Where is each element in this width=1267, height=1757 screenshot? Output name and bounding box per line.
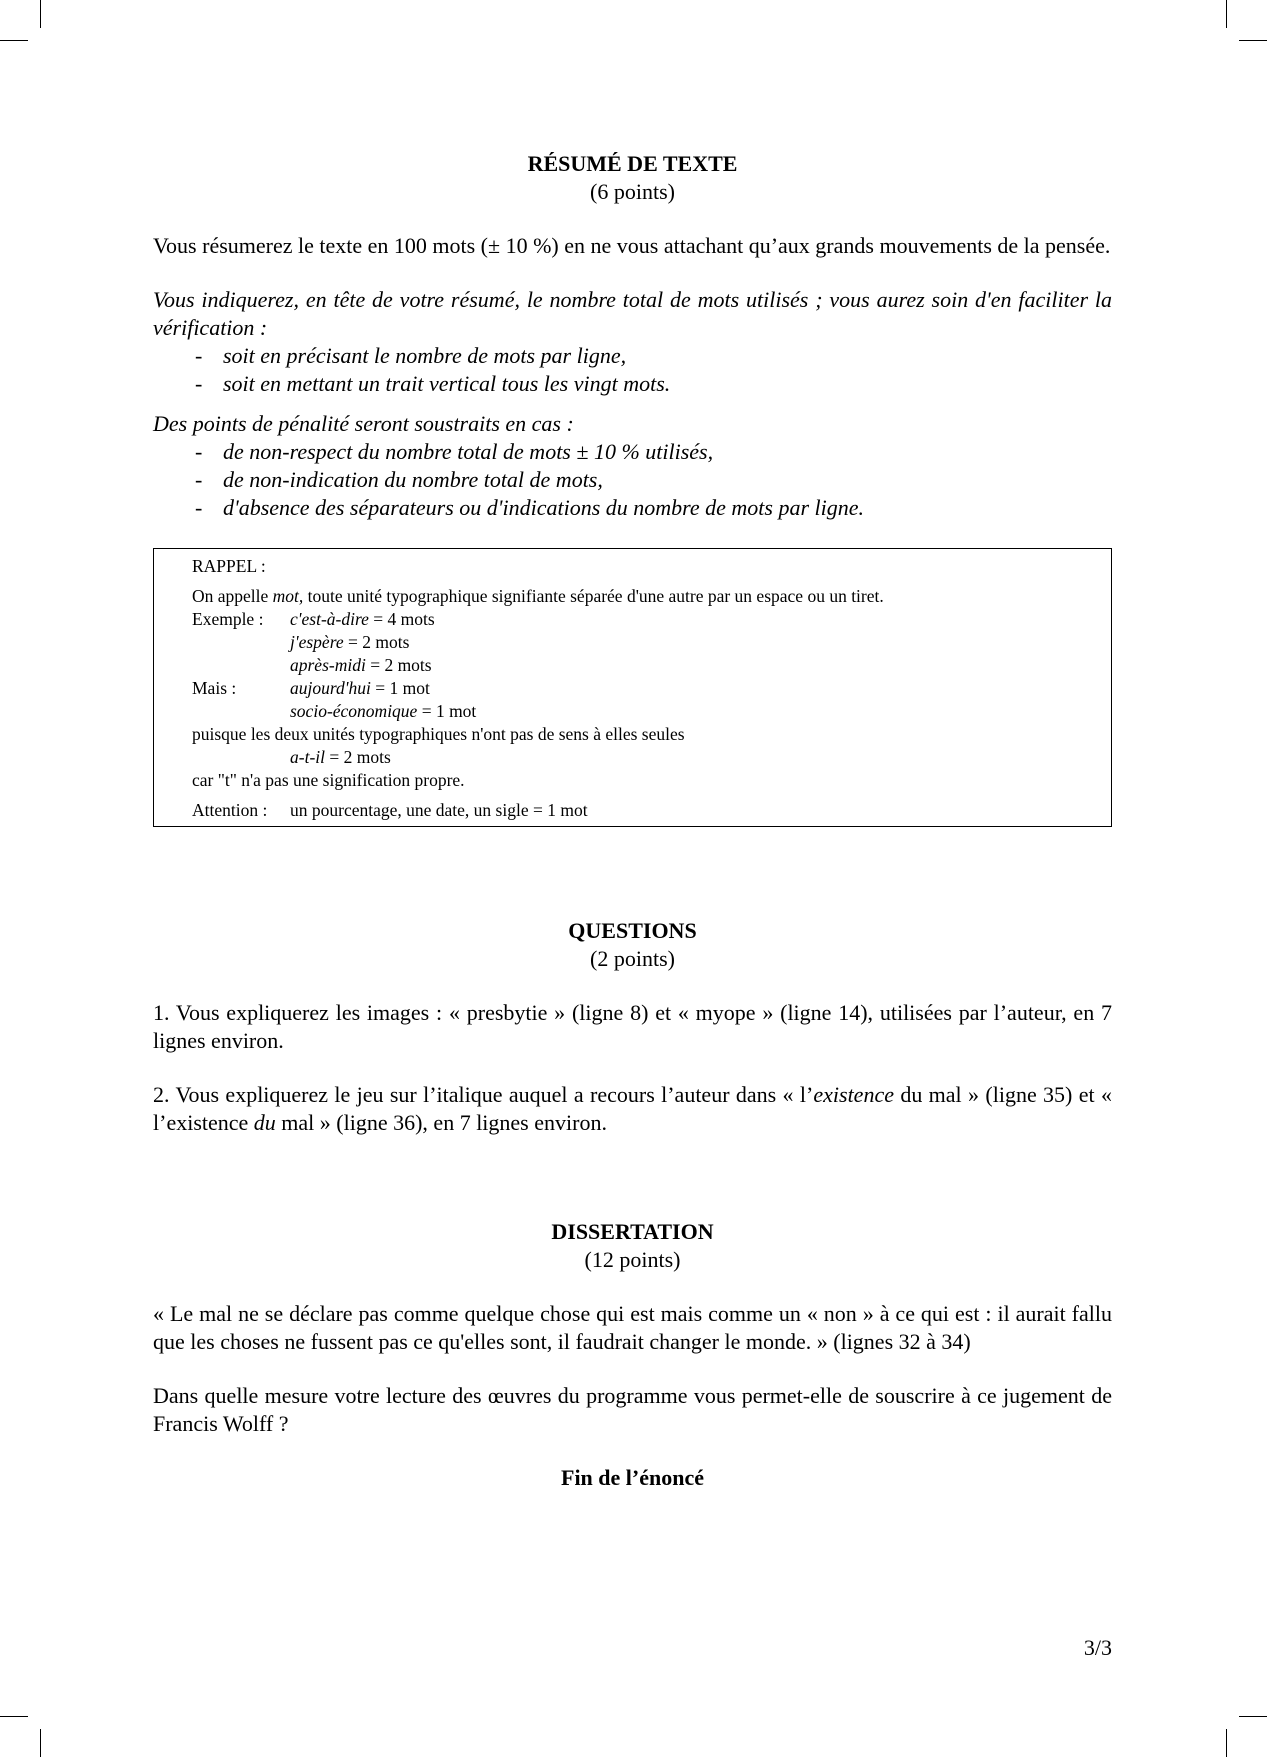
resume-title: RÉSUMÉ DE TEXTE: [527, 151, 738, 176]
crop-mark-top-right-h: [1239, 40, 1267, 41]
dissertation-points: (12 points): [584, 1247, 681, 1272]
crop-mark-top-left-v: [40, 0, 41, 28]
dissertation-question: Dans quelle mesure votre lecture des œuvres du programme vous permet-elle de souscrire à ce jugement de Francis Wolff ?: [153, 1383, 1112, 1436]
dissertation-quote: « Le mal ne se déclare pas comme quelque chose qui est mais comme un « non » à ce qui est : il aurait fallu que les choses ne fussent pas ce qu'elles sont, il faudrait changer le monde. » (lignes 32 à 34): [153, 1301, 1112, 1354]
attention-text: un pourcentage, une date, un sigle = 1 mot: [290, 800, 588, 820]
list-item: - d'absence des séparateurs ou d'indications du nombre de mots par ligne.: [195, 495, 865, 520]
end-of-statement: Fin de l’énoncé: [561, 1465, 704, 1490]
dissertation-title: DISSERTATION: [551, 1219, 714, 1244]
list-item: - soit en mettant un trait vertical tous les vingt mots.: [195, 371, 671, 396]
rappel-car: car "t" n'a pas une signification propre.: [192, 770, 465, 790]
crop-mark-top-right-v: [1226, 0, 1227, 28]
list-item: - de non-respect du nombre total de mots ± 10 % utilisés,: [195, 439, 714, 464]
attention-label: Attention :: [192, 800, 268, 820]
question-1: 1. Vous expliquerez les images : « presbytie » (ligne 8) et « myope » (ligne 14), utilisées par l’auteur, en 7 lignes environ.: [153, 1000, 1112, 1053]
question-2: 2. Vous expliquerez le jeu sur l’italique auquel a recours l’auteur dans « l’existence du mal » (ligne 35) et « l’existence du mal » (ligne 36), en 7 lignes environ.: [153, 1082, 1112, 1135]
rappel-box: [153, 548, 1112, 827]
crop-mark-bottom-right-v: [1226, 1729, 1227, 1757]
verification-intro: Vous indiquerez, en tête de votre résumé, le nombre total de mots utilisés ; vous aurez soin d'en faciliter la vérification :: [153, 287, 1112, 340]
page-number: 3/3: [1083, 1635, 1112, 1660]
resume-points: (6 points): [590, 179, 675, 204]
rappel-mais-row: Mais : aujourd'hui = 1 mot: [192, 678, 430, 698]
crop-mark-top-left-h: [0, 40, 28, 41]
rappel-title: RAPPEL :: [192, 556, 266, 576]
exemple-label: Exemple :: [192, 609, 264, 629]
list-item: - de non-indication du nombre total de mots,: [195, 467, 603, 492]
rappel-puisque: puisque les deux unités typographiques n'ont pas de sens à elles seules: [192, 724, 685, 744]
rappel-attention-row: [192, 799, 1097, 822]
crop-mark-bottom-left-h: [0, 1716, 28, 1717]
mais-label: Mais :: [192, 678, 237, 698]
list-item: - soit en précisant le nombre de mots par ligne,: [195, 343, 627, 368]
penalty-list: [153, 438, 1112, 522]
rappel-example-line: a-t-il = 2 mots: [290, 747, 391, 767]
crop-mark-bottom-left-v: [40, 1729, 41, 1757]
penalty-intro: Des points de pénalité seront soustraits en cas :: [153, 411, 574, 436]
page-content: [153, 150, 1112, 1492]
crop-mark-bottom-right-h: [1239, 1716, 1267, 1717]
questions-points: (2 points): [590, 946, 675, 971]
rappel-example-line: socio-économique = 1 mot: [290, 701, 477, 721]
rappel-example-row: Exemple : c'est-à-dire = 4 mots: [192, 609, 435, 629]
rappel-example-line: j'espère = 2 mots: [290, 632, 410, 652]
questions-title: QUESTIONS: [568, 918, 697, 943]
verification-list: [153, 342, 1112, 398]
rappel-example-line: après-midi = 2 mots: [290, 655, 432, 675]
resume-instruction: Vous résumerez le texte en 100 mots (± 10 %) en ne vous attachant qu’aux grands mouvements de la pensée.: [153, 233, 1111, 258]
rappel-definition: On appelle mot, toute unité typographique signifiante séparée d'une autre par un espace ou un tiret.: [192, 586, 884, 606]
